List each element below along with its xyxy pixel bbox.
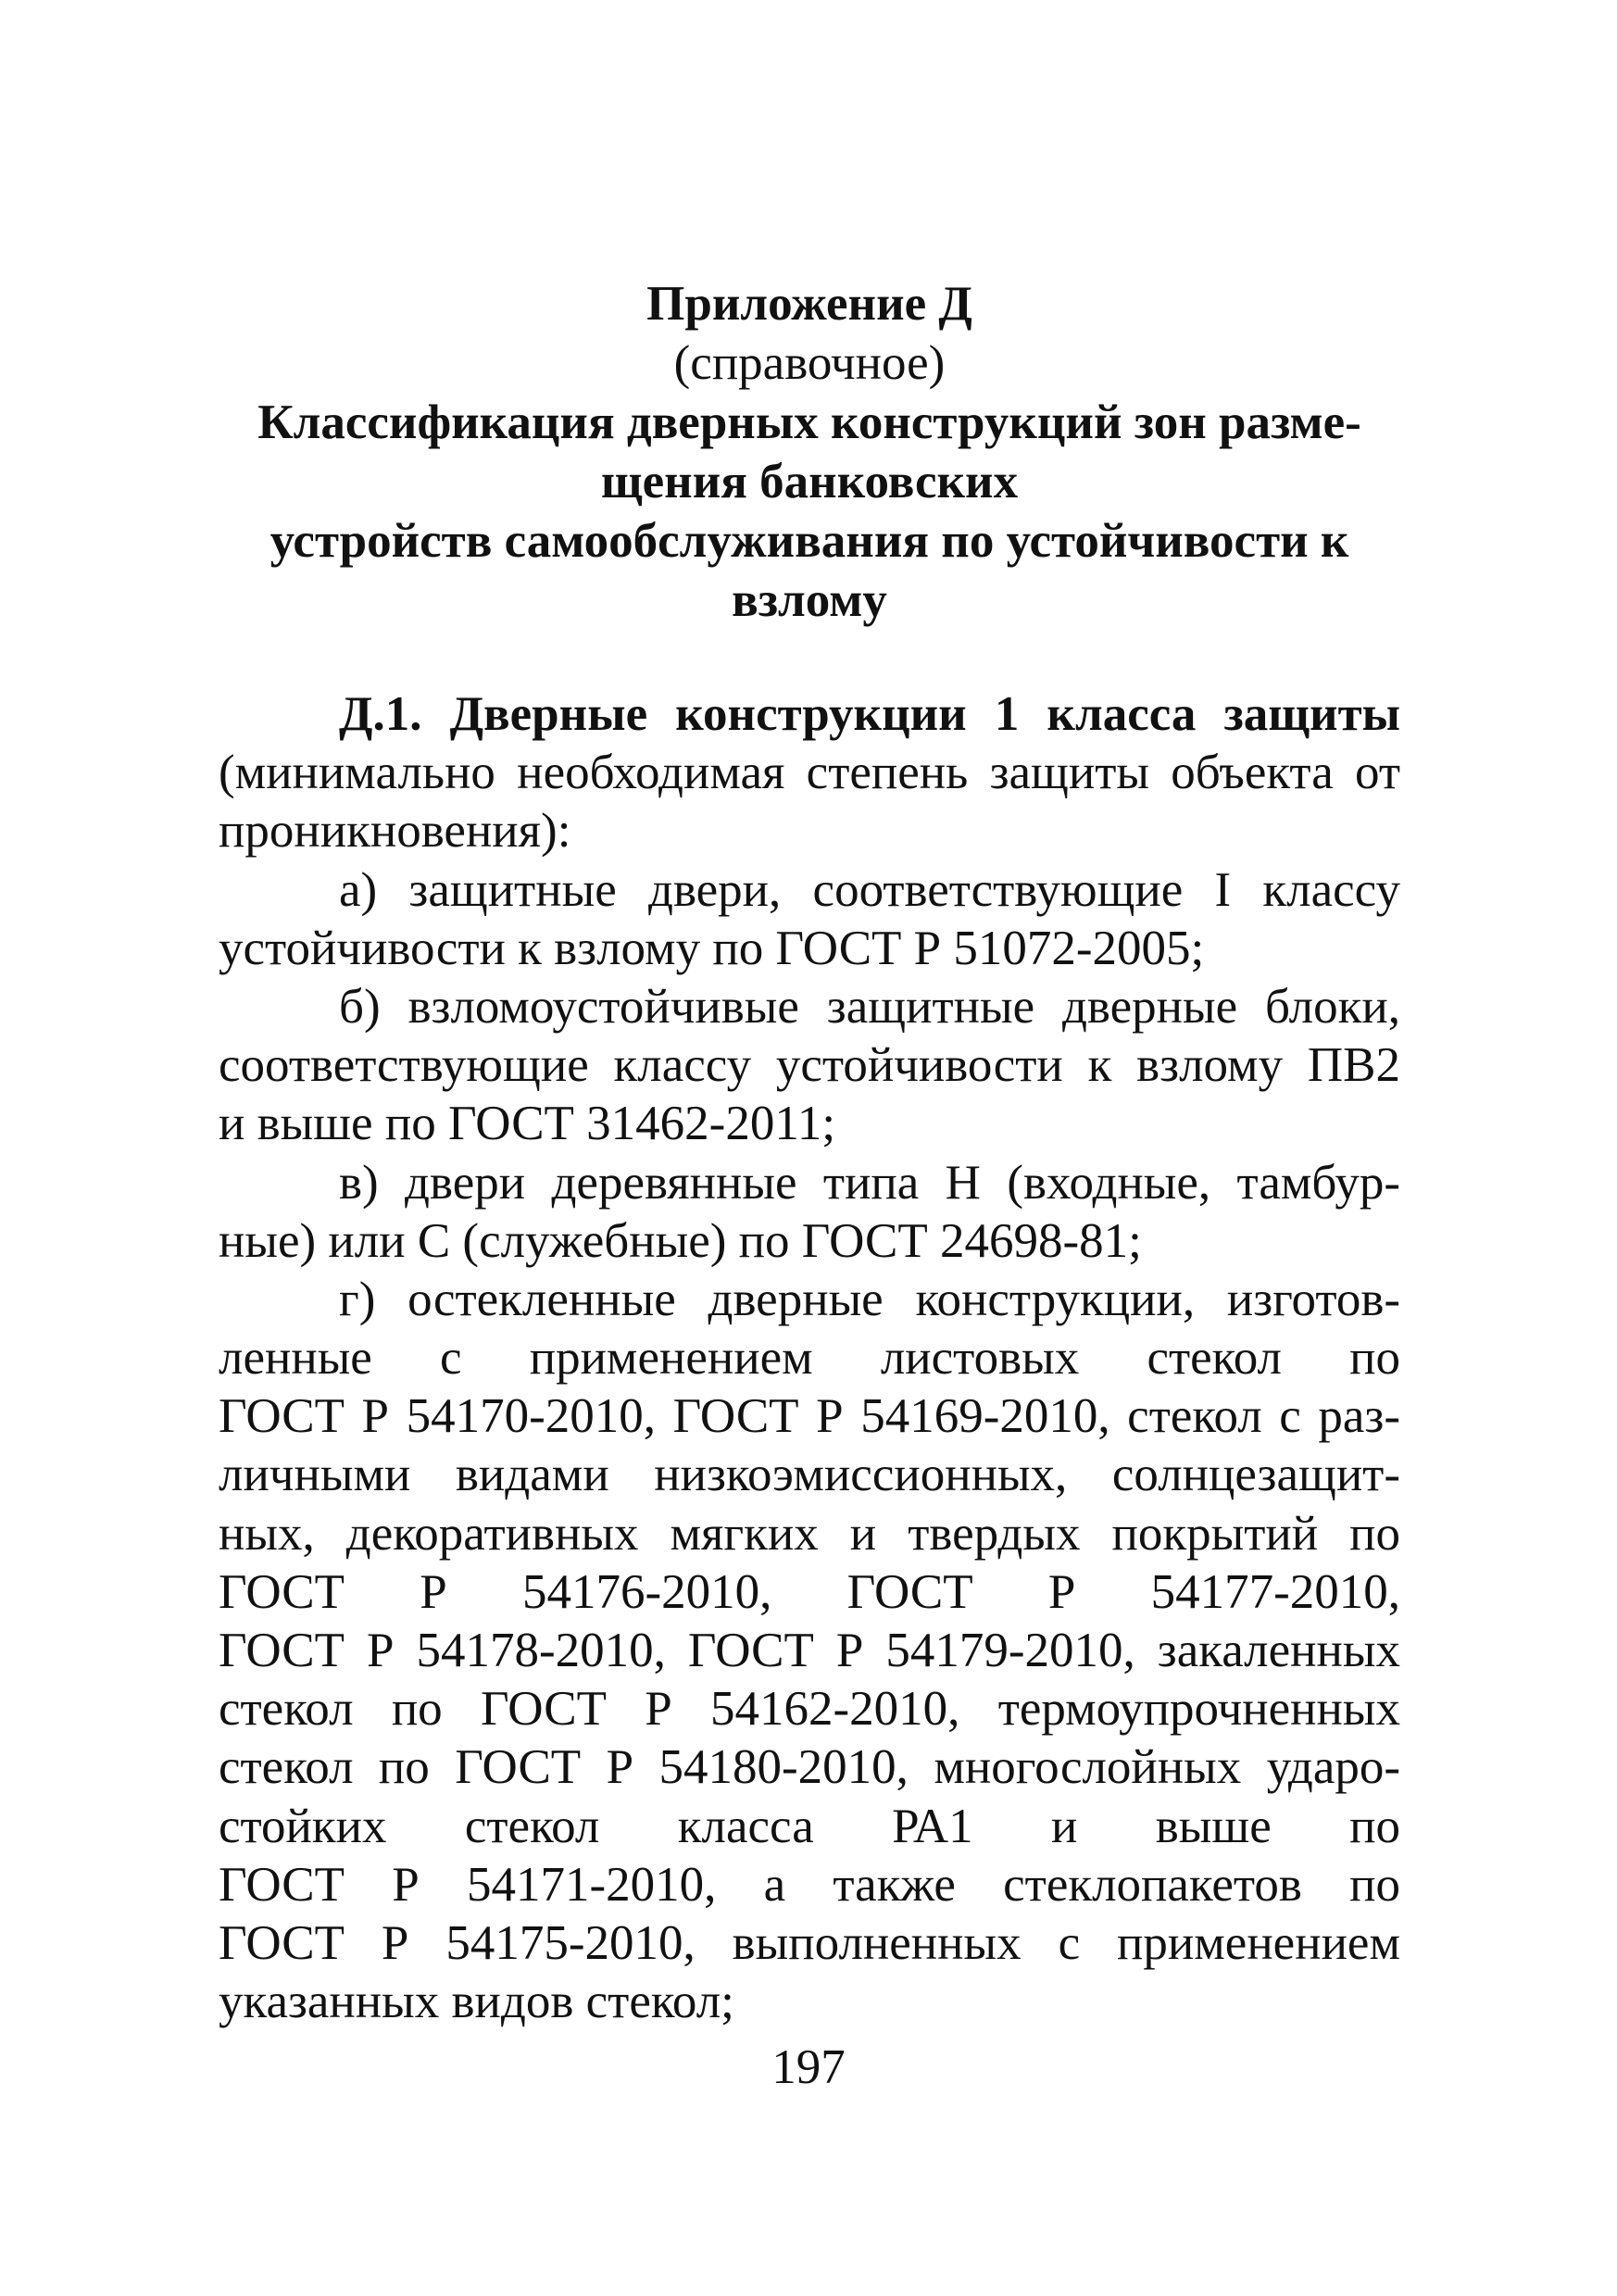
list-item-b-line: и выше по ГОСТ 31462-2011; bbox=[219, 1097, 836, 1151]
list-item-v-line: ные) или С (служебные) по ГОСТ 24698-81; bbox=[219, 1213, 1142, 1268]
list-item-g-line: ГОСТ Р 54171-2010, а также стеклопакетов по bbox=[219, 1857, 1400, 1912]
list-item-g-line: личными видами низкоэмиссионных, солнцезащит- bbox=[219, 1448, 1400, 1502]
paragraph-line: проникновения): bbox=[219, 804, 571, 859]
list-item-g-line: указанных видов стекол; bbox=[219, 1975, 734, 2029]
list-item-g-line: г) остекленные дверные конструкции, изготов- bbox=[339, 1272, 1400, 1326]
document-body bbox=[219, 685, 1400, 2031]
list-item-g-line: ных, декоративных мягких и твердых покрытий по bbox=[219, 1506, 1400, 1561]
list-item-v-line: в) двери деревянные типа Н (входные, тамбур- bbox=[339, 1155, 1400, 1210]
list-item-g-line: ГОСТ Р 54176-2010, ГОСТ Р 54177-2010, bbox=[219, 1564, 1400, 1619]
list-item-g-line: ленные с применением листовых стекол по bbox=[219, 1331, 1400, 1386]
appendix-subject-line-2: щения банковских bbox=[600, 455, 1019, 508]
appendix-heading bbox=[219, 274, 1400, 630]
list-item-g-line: ГОСТ Р 54178-2010, ГОСТ Р 54179-2010, закаленных bbox=[219, 1624, 1400, 1677]
list-item-a-line: устойчивости к взлому по ГОСТ Р 51072-2005; bbox=[219, 921, 1205, 975]
list-item-g-line: стекол по ГОСТ Р 54180-2010, многослойных ударо- bbox=[219, 1740, 1400, 1795]
list-item-g-line: стойких стекол класса РА1 и выше по bbox=[219, 1799, 1400, 1853]
appendix-subject-line-3: устройств самообслуживания по устойчивости к bbox=[270, 514, 1349, 568]
section-heading-d1: Д.1. Дверные конструкции 1 класса защиты bbox=[339, 687, 1400, 741]
appendix-type: (справочное) bbox=[673, 336, 946, 390]
list-item-g-line: ГОСТ Р 54175-2010, выполненных с применением bbox=[219, 1915, 1400, 1970]
list-item-g-line: ГОСТ Р 54170-2010, ГОСТ Р 54169-2010, стекол с раз- bbox=[219, 1389, 1400, 1444]
appendix-subject-line-4: взлому bbox=[732, 573, 887, 627]
list-item-a-line: а) защитные двери, соответствующие I классу bbox=[339, 862, 1400, 917]
page-number: 197 bbox=[771, 2040, 846, 2094]
paragraph-line: (минимально необходимая степень защиты объекта от bbox=[219, 746, 1400, 800]
appendix-subject-line-1: Классификация дверных конструкций зон разме- bbox=[257, 395, 1361, 449]
list-item-b-line: соответствующие классу устойчивости к взлому ПВ2 bbox=[219, 1038, 1400, 1093]
appendix-title: Приложение Д bbox=[646, 277, 972, 331]
list-item-g-line: стекол по ГОСТ Р 54162-2010, термоупрочненных bbox=[219, 1682, 1400, 1737]
list-item-b-line: б) взломоустойчивые защитные дверные блоки, bbox=[339, 979, 1400, 1034]
